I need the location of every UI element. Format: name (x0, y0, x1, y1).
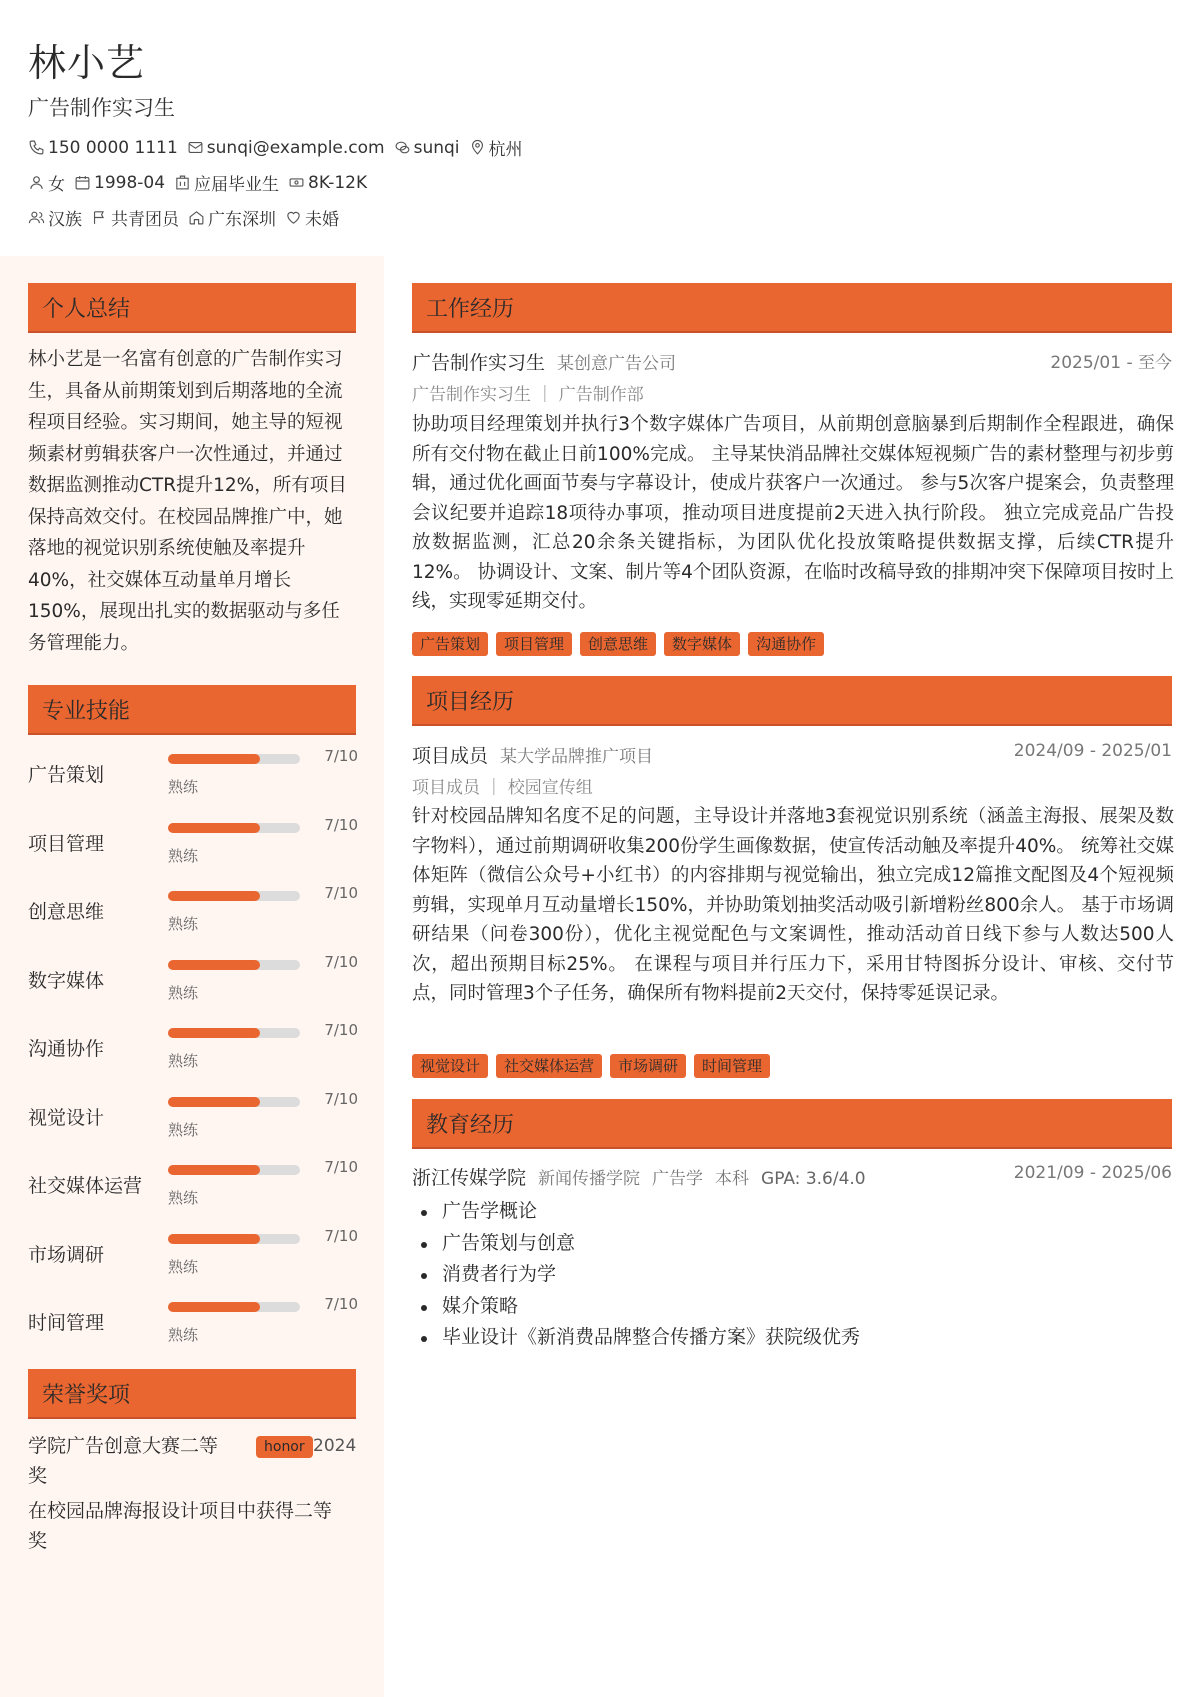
heart-icon (285, 209, 302, 226)
project-tag: 社交媒体运营 (496, 1054, 602, 1078)
skill-name: 市场调研 (28, 1243, 105, 1266)
skill-bar (168, 1097, 300, 1107)
wechat-text: sunqi (413, 137, 460, 158)
work-tag: 沟通协作 (748, 632, 824, 656)
skill-score: 7/10 (324, 1089, 358, 1108)
honors-heading: 荣誉奖项 (28, 1369, 356, 1419)
skill-score: 7/10 (324, 815, 358, 834)
skill-bar-fill (168, 1234, 260, 1244)
skill-bar (168, 960, 300, 970)
skill-name: 视觉设计 (28, 1106, 105, 1129)
work-title-row (412, 348, 1172, 375)
work-description: 协助项目经理策划并执行3个数字媒体广告项目，从前期创意脑暴到后期制作全程跟进，确保所有交付物在截止日前100%完成。 主导某快消品牌社交媒体短视频广告的素材整理与初步剪辑，通过优化画面节奏与字幕设计，使成片获客户一次通过。 参与5次客户提案会，负责整理会议纪要并追踪18项待办事项，推动项目进度提前2天进入执行阶段。 独立完成竞品广告投放数据监测，汇总20余条关键指标，为团队优化投放策略提供数据支撑，后续CTR提升12%。 协调设计、文案、制片等4个团队资源，在临时改稿导致的排期冲突下保障项目按时上线，实现零延期交付。 (412, 414, 1174, 612)
college-name: 新闻传播学院 (538, 1169, 641, 1189)
user-icon (28, 174, 45, 191)
skill-level: 熟练 (168, 1189, 199, 1207)
project-tag: 时间管理 (694, 1054, 770, 1078)
skill-level: 熟练 (168, 778, 199, 796)
skill-bar (168, 823, 300, 833)
users-icon (28, 209, 45, 226)
email-item (187, 138, 385, 158)
work-tag: 广告策划 (412, 632, 488, 656)
skill-name: 数字媒体 (28, 969, 105, 992)
skill-bar-fill (168, 1028, 260, 1038)
list-item: 消费者行为学 (412, 1259, 860, 1291)
skill-score: 7/10 (324, 1158, 358, 1176)
skill-row (28, 950, 358, 1010)
skill-row (28, 813, 358, 873)
phone-icon (28, 139, 45, 156)
skill-score: 7/10 (324, 884, 358, 902)
honor-item (28, 1496, 348, 1556)
skill-bar-fill (168, 891, 260, 901)
location-icon (469, 139, 486, 156)
major-name: 广告学 (652, 1169, 704, 1189)
phone-item (28, 138, 178, 158)
skill-row (28, 1155, 358, 1215)
hometown-item (188, 205, 276, 230)
salary-text: 8K-12K (308, 172, 368, 193)
skill-name: 创意思维 (28, 901, 105, 923)
skill-bar (168, 1234, 300, 1244)
skill-bar-fill (168, 1302, 260, 1312)
personal-row (28, 170, 376, 195)
school-name: 浙江传媒学院 (412, 1167, 527, 1189)
city-text: 杭州 (488, 140, 523, 160)
skill-level: 熟练 (168, 1052, 199, 1070)
contact-row (28, 135, 532, 160)
honor-text: 学院广告创意大赛二等奖 (28, 1435, 219, 1487)
politics-item (91, 205, 179, 230)
summary-heading: 个人总结 (28, 283, 356, 333)
skill-level: 熟练 (168, 846, 199, 865)
skill-score: 7/10 (324, 952, 358, 971)
skill-level: 熟练 (168, 983, 199, 1002)
wechat-icon (394, 139, 411, 156)
project-subtitle: 项目成员 ｜ 校园宣传组 (412, 778, 593, 798)
wechat-item (394, 138, 460, 158)
skill-row (28, 1018, 358, 1078)
skill-bar-fill (168, 960, 260, 970)
ethnicity-item (28, 205, 82, 230)
list-item: 媒介策略 (412, 1291, 860, 1323)
birth-item (74, 173, 165, 193)
skill-score: 7/10 (324, 1226, 358, 1245)
skill-score: 7/10 (324, 1295, 358, 1313)
money-icon (288, 174, 305, 191)
project-tag: 视觉设计 (412, 1054, 488, 1078)
skill-level: 熟练 (168, 1326, 199, 1344)
project-title-row (412, 741, 1172, 768)
skill-bar-fill (168, 1165, 260, 1175)
project-description: 针对校园品牌知名度不足的问题，主导设计并落地3套视觉识别系统（涵盖主海报、展架及数字物料），通过前期调研收集200份学生画像数据，使宣传活动触及率提升40%。 统筹社交媒体矩阵（微信公众号+小红书）的内容排期与视觉输出，独立完成12篇推文配图及4个短视频剪辑，实现单月互动量增长150%，并协助策划抽奖活动吸引新增粉丝800余人。 基于市场调研结果（问卷300份），优化主视觉配色与文案调性，推动活动首日线下参与人数达500人次，超出预期目标25%。 在课程与项目并行压力下，采用甘特图拆分设计、审核、交付节点，同时管理3个子任务，确保所有物料提前2天交付，保持零延误记录。 (412, 806, 1174, 1004)
project-tags (412, 1054, 778, 1078)
ethnicity-text: 汉族 (48, 210, 82, 230)
skill-name: 社交媒体运营 (28, 1175, 143, 1197)
candidate-title: 广告制作实习生 (28, 96, 175, 120)
gpa: GPA: 3.6/4.0 (761, 1169, 866, 1189)
resume-header (0, 0, 1200, 256)
status-item (174, 170, 279, 195)
skill-row (28, 1224, 358, 1284)
list-item: 广告策划与创意 (412, 1228, 860, 1260)
skill-row (28, 1087, 358, 1147)
gender-item (28, 170, 65, 195)
work-tag: 创意思维 (580, 632, 656, 656)
skill-level: 熟练 (168, 1257, 199, 1276)
skill-level: 熟练 (168, 915, 199, 933)
work-tag: 数字媒体 (664, 632, 740, 656)
politics-text: 共青团员 (111, 210, 179, 230)
skill-row (28, 881, 358, 941)
education-heading: 教育经历 (412, 1099, 1172, 1149)
honor-badge: honor (256, 1436, 313, 1458)
skill-row (28, 1292, 358, 1352)
skill-bar (168, 1028, 300, 1038)
skill-name: 项目管理 (28, 832, 105, 855)
building-icon (174, 174, 191, 191)
course-list (412, 1196, 860, 1354)
work-company: 某创意广告公司 (557, 354, 677, 374)
skill-name: 广告策划 (28, 764, 105, 786)
skill-bar-fill (168, 823, 260, 833)
skill-name: 时间管理 (28, 1312, 105, 1334)
work-tag: 项目管理 (496, 632, 572, 656)
home-icon (188, 209, 205, 226)
summary-text: 林小艺是一名富有创意的广告制作实习生，具备从前期策划到后期落地的全流程项目经验。实习期间，她主导的短视频素材剪辑获客户一次性通过，并通过数据监测推动CTR提升12%，所有项目保持高效交付。在校园品牌推广中，她落地的视觉识别系统使触及率提升40%，社交媒体互动量单月增长150%，展现出扎实的数据驱动与多任务管理能力。 (28, 349, 347, 654)
education-date: 2021/09 - 2025/06 (1013, 1163, 1172, 1183)
salary-item (288, 173, 367, 193)
calendar-icon (74, 174, 91, 191)
education-row (412, 1163, 1172, 1190)
honor-year: 2024 (313, 1436, 357, 1456)
skill-row (28, 744, 358, 804)
skill-score: 7/10 (324, 747, 358, 765)
skills-heading: 专业技能 (28, 685, 356, 735)
honor-text: 在校园品牌海报设计项目中获得二等奖 (28, 1500, 333, 1552)
skill-bar-fill (168, 1097, 260, 1107)
list-item: 毕业设计《新消费品牌整合传播方案》获院级优秀 (412, 1322, 860, 1354)
project-heading: 项目经历 (412, 676, 1172, 726)
mail-icon (187, 139, 204, 156)
hometown-text: 广东深圳 (208, 210, 276, 230)
project-role: 项目成员 (412, 745, 489, 767)
gender-text: 女 (48, 175, 65, 195)
status-text: 应届毕业生 (194, 175, 280, 195)
flag-icon (91, 209, 108, 226)
email-text: sunqi@example.com (206, 137, 385, 158)
work-role: 广告制作实习生 (412, 352, 546, 374)
project-date: 2024/09 - 2025/01 (1013, 741, 1172, 761)
skill-bar (168, 891, 300, 901)
skill-bar-fill (168, 754, 260, 764)
background-row (28, 205, 348, 230)
candidate-name: 林小艺 (28, 41, 146, 85)
skill-bar (168, 1165, 300, 1175)
skill-level: 熟练 (168, 1120, 199, 1139)
marital-item (285, 205, 339, 230)
list-item: 广告学概论 (412, 1196, 860, 1228)
project-name: 某大学品牌推广项目 (500, 747, 654, 767)
work-date: 2025/01 - 至今 (1050, 353, 1172, 373)
birth-text: 1998-04 (94, 172, 166, 193)
skill-bar (168, 754, 300, 764)
project-tag: 市场调研 (610, 1054, 686, 1078)
marital-text: 未婚 (305, 210, 339, 230)
city-item (469, 135, 523, 160)
work-subtitle: 广告制作实习生 ｜ 广告制作部 (412, 385, 644, 405)
skill-name: 沟通协作 (28, 1038, 105, 1060)
degree: 本科 (715, 1169, 750, 1189)
work-heading: 工作经历 (412, 283, 1172, 333)
phone-text: 150 0000 1111 (48, 137, 178, 158)
work-tags (412, 632, 832, 656)
skill-bar (168, 1302, 300, 1312)
skill-score: 7/10 (324, 1021, 358, 1039)
